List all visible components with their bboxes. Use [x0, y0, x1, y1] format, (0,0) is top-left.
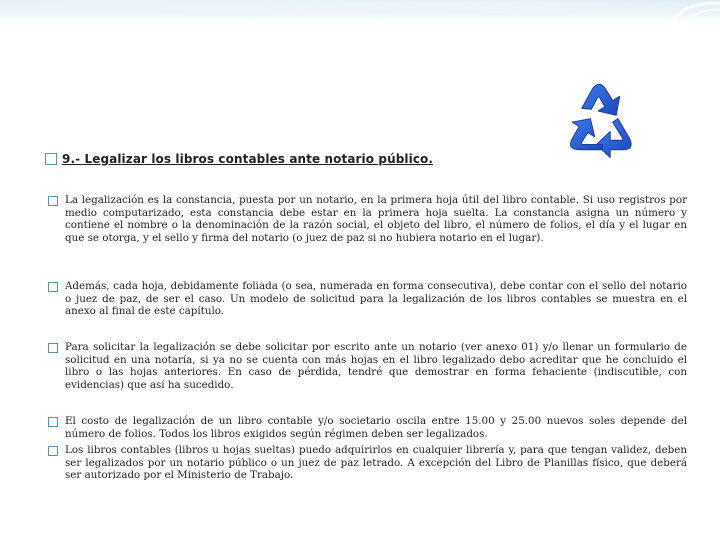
checkbox-bullet-icon	[45, 153, 57, 165]
paragraph-text: Los libros contables (libros u hojas sueltas) puedo adquirirlos en cualquier librería y, para que tengan validez, deben ser legalizados por un notario público o un juez de paz letrado. A excepción del Libro de Planillas físico, que deberá ser autorizado por el Ministerio de Trabajo.	[65, 444, 687, 482]
checkbox-bullet-icon	[48, 446, 58, 456]
recycle-icon	[556, 74, 642, 160]
list-item	[48, 341, 688, 391]
corner-decoration	[660, 0, 720, 22]
list-item	[48, 415, 688, 440]
section-heading	[45, 152, 605, 166]
checkbox-bullet-icon	[48, 417, 58, 427]
checkbox-bullet-icon	[48, 282, 58, 292]
paragraph-text: El costo de legalización de un libro contable y/o societario oscila entre 15.00 y 25.00 nuevos soles depende del número de folios. Todos los libros exigidos según régimen deben ser legalizados.	[65, 415, 687, 440]
paragraph-text: Para solicitar la legalización se debe solicitar por escrito ante un notario (ver anexo 01) y/o llenar un formulario de solicitud en una notaría, si ya no se cuenta con más hojas en el libro legalizado debo acreditar que he concluido el libro o las hojas anteriores. En caso de pérdida, tendré que demostrar en forma fehaciente (indiscutible, con evidencias) que así ha sucedido.	[65, 341, 687, 391]
checkbox-bullet-icon	[48, 196, 58, 206]
list-item	[48, 444, 688, 482]
list-item	[48, 194, 688, 244]
paragraph-text: La legalización es la constancia, puesta por un notario, en la primera hoja útil del libro contable. Si uso registros por medio computarizado, esta constancia debe estar en la primera hoja suelta. La constancia asigna un número y contiene el nombre o la denominación de la razón social, el objeto del libro, el número de folios, el día y el lugar en que se otorga, y el sello y firma del notario (o juez de paz si no hubiera notario en el lugar).	[65, 194, 687, 244]
paragraph-text: Además, cada hoja, debidamente foliada (o sea, numerada en forma consecutiva), debe contar con el sello del notario o juez de paz, de ser el caso. Un modelo de solicitud para la legalización de los libros contables se muestra en el anexo al final de este capítulo.	[65, 280, 687, 318]
checkbox-bullet-icon	[48, 343, 58, 353]
heading-text: 9.- Legalizar los libros contables ante notario público.	[62, 152, 434, 166]
list-item	[48, 280, 688, 318]
top-decorative-band	[0, 0, 720, 22]
